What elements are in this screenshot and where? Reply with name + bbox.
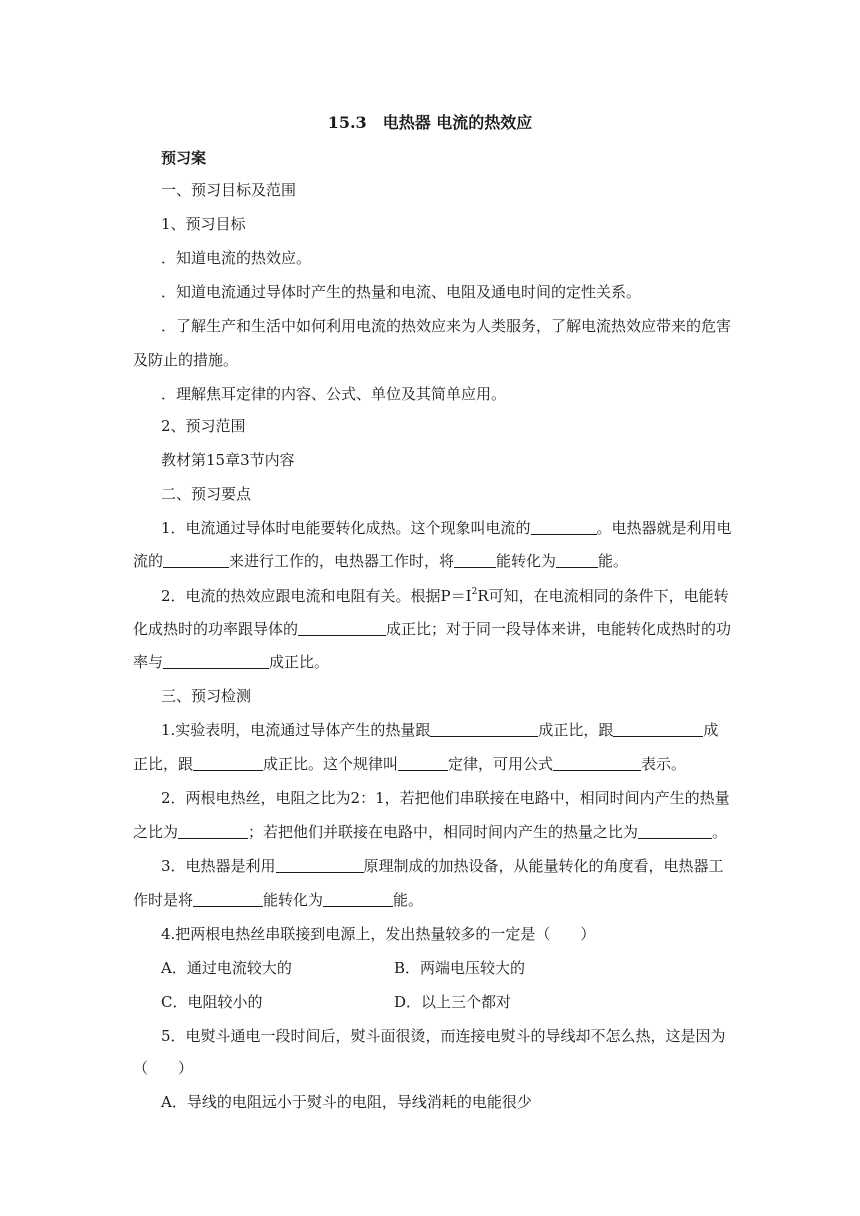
question-stem: 5．电熨斗通电一段时间后，熨斗面很烫，而连接电熨斗的导线却不怎么热，这是因为 [161, 1027, 726, 1045]
goal-item: ．理解焦耳定律的内容、公式、单位及其简单应用。 [161, 385, 507, 403]
fill-blank[interactable] [178, 823, 248, 839]
goal-item: ．知道电流通过导体时产生的热量和电流、电阻及通电时间的定性关系。 [161, 283, 642, 301]
fill-blank[interactable] [556, 552, 598, 568]
option-d[interactable]: D．以上三个都对 [394, 993, 512, 1011]
fill-blank[interactable] [163, 552, 229, 568]
question-line: 2．两根电热丝，电阻之比为2：1，若把他们串联接在电路中，相同时间内产生的热量 [161, 789, 730, 807]
question-line: 流的 来进行工作的，电热器工作时，将 能转化为 能。 [133, 552, 629, 570]
question-stem: 4.把两根电热丝串联接到电源上，发出热量较多的一定是（ ） [161, 925, 596, 943]
question-line: 正比，跟 成正比。这个规律叫 定律，可用公式 表示。 [133, 755, 687, 773]
fill-blank[interactable] [298, 620, 386, 636]
option-b[interactable]: B．两端电压较大的 [394, 959, 526, 977]
question-line: 作时是将 能转化为 能。 [133, 891, 424, 909]
fill-blank[interactable] [638, 823, 712, 839]
fill-blank[interactable] [454, 552, 496, 568]
page-title: 15.3 电热器 电流的热效应 [327, 113, 533, 132]
fill-blank[interactable] [553, 755, 641, 771]
section-header: 预习案 [161, 149, 207, 167]
scope-text: 教材第15章3节内容 [161, 451, 295, 469]
fill-blank[interactable] [163, 653, 269, 669]
fill-blank[interactable] [323, 891, 393, 907]
question-line: 2．电流的热效应跟电流和电阻有关。根据$P=I^2R$可知，在电流相同的条件下，电能转 [161, 587, 729, 605]
question-line: 1．电流通过导体时电能要转化成热。这个现象叫电流的 。电热器就是利用电 [161, 519, 732, 537]
question-line: 之比为 ；若把他们并联接在电路中，相同时间内产生的热量之比为 。 [133, 823, 728, 841]
question-line: 3．电热器是利用 原理制成的加热设备，从能量转化的角度看，电热器工 [161, 857, 724, 875]
fill-blank[interactable] [193, 755, 263, 771]
scope-subheading: 2、预习范围 [161, 417, 246, 435]
question-line: 率与 成正比。 [133, 653, 330, 671]
goal-item: ．知道电流的热效应。 [161, 249, 312, 267]
fill-blank[interactable] [398, 755, 448, 771]
option-a[interactable]: A．导线的电阻远小于熨斗的电阻，导线消耗的电能很少 [161, 1093, 532, 1111]
part2-heading: 二、预习要点 [161, 485, 252, 503]
goals-subheading: 1、预习目标 [161, 215, 246, 233]
fill-blank[interactable] [276, 857, 364, 873]
option-c[interactable]: C．电阻较小的 [161, 993, 263, 1011]
goal-item-continued: 及防止的措施。 [133, 351, 239, 369]
fill-blank[interactable] [613, 721, 703, 737]
fill-blank[interactable] [531, 519, 597, 535]
part1-heading: 一、预习目标及范围 [161, 181, 297, 199]
goal-item: ．了解生产和生活中如何利用电流的热效应来为人类服务，了解电流热效应带来的危害 [161, 317, 732, 335]
option-a[interactable]: A．通过电流较大的 [161, 959, 292, 977]
fill-blank[interactable] [430, 721, 538, 737]
answer-parentheses: （ ） [133, 1059, 194, 1077]
question-line: 1.实验表明，电流通过导体产生的热量跟 成正比，跟 成 [161, 721, 719, 739]
question-line: 化成热时的功率跟导体的 成正比；对于同一段导体来讲，电能转化成热时的功 [133, 620, 732, 638]
part3-heading: 三、预习检测 [161, 687, 252, 705]
fill-blank[interactable] [193, 891, 263, 907]
